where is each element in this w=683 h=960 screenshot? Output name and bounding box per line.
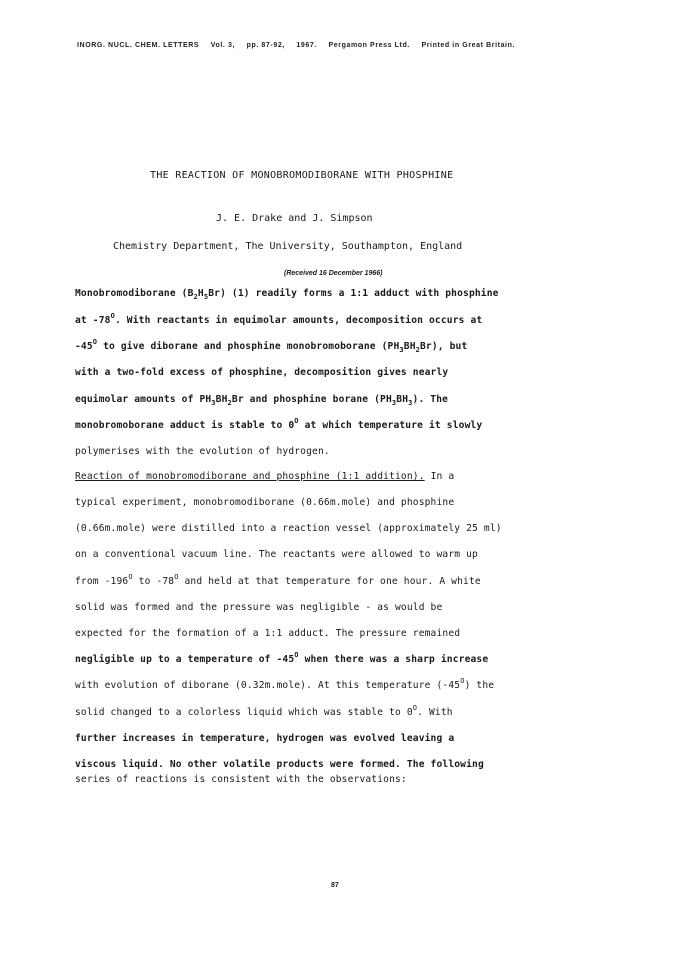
body-line: series of reactions is consistent with the observations:	[75, 774, 407, 785]
body-line: from $-196^O$ to $-78^O$ and held at that temperature for one hour. A white	[75, 573, 481, 587]
body-line: solid changed to a colorless liquid which was stable to $0^O$. With	[75, 704, 453, 718]
abstract-line: monobromoborane adduct is stable to $0^O$ at which temperature it slowly	[75, 417, 483, 431]
abstract-line: Monobromodiborane $(B_2H_5Br)$ (1) readily forms a 1:1 adduct with phosphine	[75, 288, 499, 301]
abstract-line: at $-78^O$. With reactants in equimolar amounts, decomposition occurs at	[75, 312, 483, 326]
body-line: negligible up to a temperature of $-45^O$ when there was a sharp increase	[75, 651, 489, 665]
abstract-line: polymerises with the evolution of hydrogen.	[75, 446, 330, 457]
body-line: expected for the formation of a 1:1 adduct. The pressure remained	[75, 628, 461, 639]
received-date: (Received 16 December 1966)	[284, 270, 383, 277]
paper-title: THE REACTION OF MONOBROMODIBORANE WITH PHOSPHINE	[150, 170, 454, 181]
page-number: 87	[331, 882, 339, 889]
journal-volume: Vol. 3,	[210, 42, 236, 49]
journal-printed: Printed in Great Britain.	[421, 42, 516, 49]
body-line: on a conventional vacuum line. The reactants were allowed to warm up	[75, 549, 478, 560]
body-line: Reaction of monobromodiborane and phosphine (1:1 addition). In a	[75, 471, 455, 482]
section-heading: Reaction of monobromodiborane and phosphine (1:1 addition).	[75, 471, 425, 482]
body-line: (0.66m.mole) were distilled into a reaction vessel (approximately 25 ml)	[75, 523, 502, 534]
journal-name: INORG. NUCL. CHEM. LETTERS	[77, 42, 200, 49]
body-line: solid was formed and the pressure was negligible - as would be	[75, 602, 443, 613]
body-line: viscous liquid. No other volatile products were formed. The following	[75, 759, 484, 770]
body-line: further increases in temperature, hydrogen was evolved leaving a	[75, 733, 455, 744]
abstract-line: equimolar amounts of $PH_3BH_2Br$ and phosphine borane $(PH_3BH_3)$. The	[75, 394, 449, 407]
paper-authors: J. E. Drake and J. Simpson	[216, 213, 373, 224]
paper-affiliation: Chemistry Department, The University, Southampton, England	[113, 241, 463, 252]
body-line: typical experiment, monobromodiborane (0.66m.mole) and phosphine	[75, 497, 455, 508]
running-header	[77, 42, 524, 49]
abstract-line: with a two-fold excess of phosphine, decomposition gives nearly	[75, 367, 449, 378]
journal-pages: pp. 87-92,	[246, 42, 285, 49]
journal-publisher: Pergamon Press Ltd.	[328, 42, 410, 49]
abstract-line: $-45^O$ to give diborane and phosphine monobromoborane $(PH_3BH_2Br)$, but	[75, 338, 468, 354]
body-line: with evolution of diborane (0.32m.mole). At this temperature $(-45^O)$ the	[75, 677, 495, 691]
journal-year: 1967.	[296, 42, 317, 49]
